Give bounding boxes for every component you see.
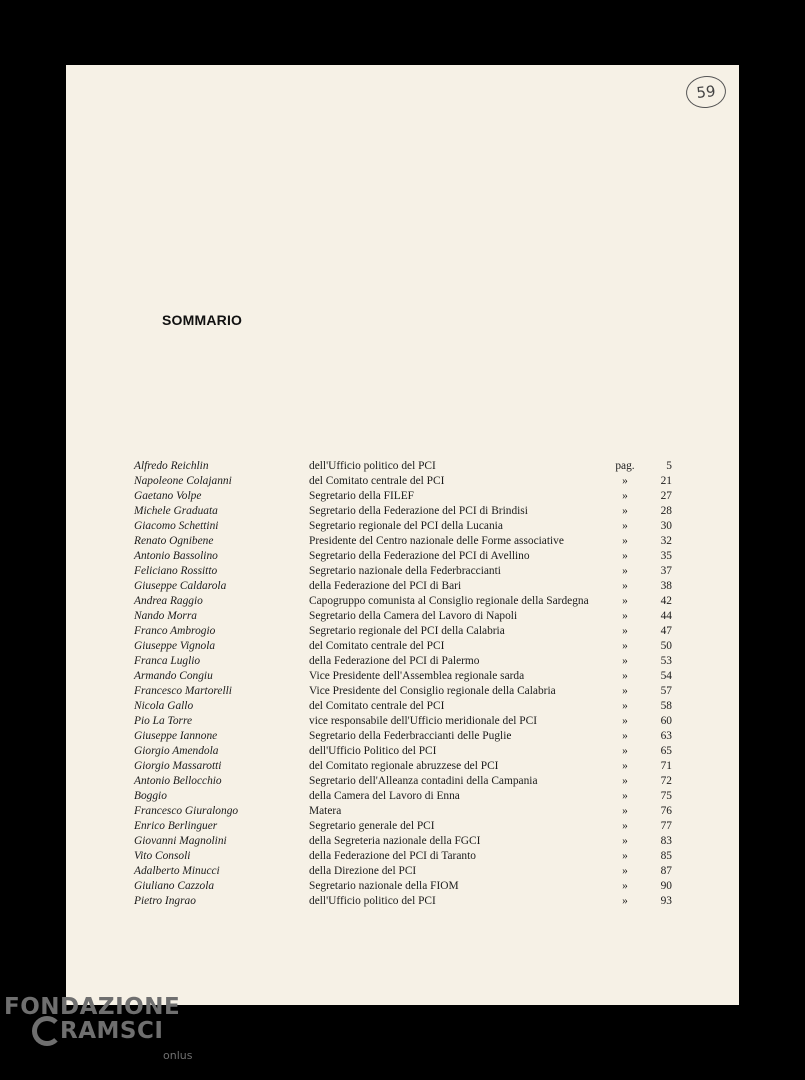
toc-page-number: 90 — [660, 880, 672, 892]
toc-page-prefix: » — [622, 535, 628, 547]
gramsci-g-icon — [32, 1016, 62, 1046]
toc-page-prefix: » — [622, 790, 628, 802]
toc-page-prefix: » — [622, 685, 628, 697]
toc-author-role: della Segreteria nazionale della FGCI — [309, 835, 481, 847]
toc-row — [0, 520, 805, 535]
toc-page-prefix: » — [622, 595, 628, 607]
table-of-contents — [0, 460, 805, 910]
toc-page-prefix: » — [622, 610, 628, 622]
toc-author-name: Pietro Ingrao — [134, 895, 196, 907]
toc-page-prefix: pag. — [615, 460, 635, 472]
toc-author-name: Andrea Raggio — [134, 595, 203, 607]
toc-page-number: 83 — [660, 835, 672, 847]
toc-author-name: Gaetano Volpe — [134, 490, 202, 502]
toc-row — [0, 640, 805, 655]
toc-page-prefix: » — [622, 820, 628, 832]
toc-author-name: Adalberto Minucci — [134, 865, 220, 877]
toc-author-name: Giacomo Schettini — [134, 520, 219, 532]
toc-page-prefix: » — [622, 640, 628, 652]
toc-author-name: Renato Ognibene — [134, 535, 214, 547]
toc-page-number: 58 — [660, 700, 672, 712]
toc-page-number: 57 — [660, 685, 672, 697]
toc-row — [0, 835, 805, 850]
toc-row — [0, 490, 805, 505]
toc-page-number: 93 — [660, 895, 672, 907]
page-title: SOMMARIO — [162, 312, 243, 328]
toc-page-prefix: » — [622, 730, 628, 742]
toc-author-name: Nando Morra — [134, 610, 197, 622]
toc-page-prefix: » — [622, 550, 628, 562]
toc-page-number: 44 — [660, 610, 672, 622]
toc-page-number: 77 — [660, 820, 672, 832]
toc-page-prefix: » — [622, 805, 628, 817]
toc-page-number: 85 — [660, 850, 672, 862]
toc-row — [0, 775, 805, 790]
toc-author-name: Giuseppe Vignola — [134, 640, 216, 652]
toc-page-number: 47 — [660, 625, 672, 637]
toc-page-prefix: » — [622, 865, 628, 877]
toc-page-number: 60 — [660, 715, 672, 727]
toc-page-number: 75 — [660, 790, 672, 802]
toc-page-number: 30 — [660, 520, 672, 532]
toc-row — [0, 790, 805, 805]
toc-author-role: Segretario della Federazione del PCI di Brindisi — [309, 505, 528, 517]
toc-author-role: dell'Ufficio Politico del PCI — [309, 745, 437, 757]
toc-page-number: 21 — [660, 475, 672, 487]
toc-page-number: 5 — [666, 460, 672, 472]
toc-author-role: Segretario generale del PCI — [309, 820, 435, 832]
toc-row — [0, 805, 805, 820]
toc-author-name: Giuseppe Caldarola — [134, 580, 227, 592]
toc-row — [0, 655, 805, 670]
toc-author-role: Segretario della Camera del Lavoro di Napoli — [309, 610, 518, 622]
toc-author-role: Presidente del Centro nazionale delle Forme associative — [309, 535, 564, 547]
toc-page-number: 63 — [660, 730, 672, 742]
toc-row — [0, 595, 805, 610]
toc-author-role: dell'Ufficio politico del PCI — [309, 895, 436, 907]
toc-author-name: Nicola Gallo — [134, 700, 194, 712]
toc-page-prefix: » — [622, 775, 628, 787]
toc-author-name: Antonio Bassolino — [134, 550, 218, 562]
toc-author-role: Vice Presidente dell'Assemblea regionale sarda — [309, 670, 525, 682]
toc-page-number: 87 — [660, 865, 672, 877]
toc-row — [0, 535, 805, 550]
toc-page-number: 76 — [660, 805, 672, 817]
toc-page-number: 54 — [660, 670, 672, 682]
toc-author-name: Pio La Torre — [134, 715, 193, 727]
toc-author-name: Giorgio Massarotti — [134, 760, 222, 772]
toc-page-prefix: » — [622, 895, 628, 907]
toc-page-prefix: » — [622, 655, 628, 667]
toc-author-name: Armando Congiu — [134, 670, 213, 682]
toc-author-name: Giuseppe Iannone — [134, 730, 218, 742]
toc-page-number: 71 — [660, 760, 672, 772]
watermark-line-2: RAMSCI — [60, 1018, 164, 1044]
toc-page-number: 28 — [660, 505, 672, 517]
toc-page-number: 72 — [660, 775, 672, 787]
toc-author-name: Vito Consoli — [134, 850, 191, 862]
toc-author-role: del Comitato centrale del PCI — [309, 640, 445, 652]
toc-page-number: 37 — [660, 565, 672, 577]
toc-author-name: Alfredo Reichlin — [134, 460, 209, 472]
toc-page-prefix: » — [622, 715, 628, 727]
toc-author-role: Segretario dell'Alleanza contadini della Campania — [309, 775, 538, 787]
toc-author-role: del Comitato centrale del PCI — [309, 475, 445, 487]
toc-author-role: della Camera del Lavoro di Enna — [309, 790, 460, 802]
toc-page-prefix: » — [622, 475, 628, 487]
toc-row — [0, 610, 805, 625]
toc-row — [0, 730, 805, 745]
toc-author-name: Antonio Bellocchio — [134, 775, 222, 787]
toc-row — [0, 850, 805, 865]
toc-author-role: Vice Presidente del Consiglio regionale della Calabria — [309, 685, 556, 697]
toc-author-role: della Federazione del PCI di Bari — [309, 580, 462, 592]
toc-author-name: Boggio — [134, 790, 167, 802]
toc-author-role: della Federazione del PCI di Taranto — [309, 850, 476, 862]
toc-page-prefix: » — [622, 580, 628, 592]
toc-row — [0, 565, 805, 580]
toc-page-prefix: » — [622, 670, 628, 682]
toc-row — [0, 760, 805, 775]
toc-page-prefix: » — [622, 505, 628, 517]
handwritten-folio-number: 59 — [684, 74, 727, 110]
toc-row — [0, 685, 805, 700]
toc-row — [0, 670, 805, 685]
toc-author-role: Segretario nazionale della Federbraccianti — [309, 565, 501, 577]
toc-author-role: Segretario della Federazione del PCI di Avellino — [309, 550, 530, 562]
toc-author-role: Segretario nazionale della FIOM — [309, 880, 459, 892]
toc-page-prefix: » — [622, 835, 628, 847]
toc-row — [0, 880, 805, 895]
toc-author-role: Segretario regionale del PCI della Lucania — [309, 520, 503, 532]
toc-page-prefix: » — [622, 760, 628, 772]
toc-author-role: del Comitato regionale abruzzese del PCI — [309, 760, 499, 772]
toc-author-role: vice responsabile dell'Ufficio meridionale del PCI — [309, 715, 538, 727]
toc-row — [0, 550, 805, 565]
toc-row — [0, 505, 805, 520]
toc-row — [0, 820, 805, 835]
toc-page-prefix: » — [622, 700, 628, 712]
watermark-line-1: FONDAZIONE — [4, 994, 181, 1020]
toc-page-number: 65 — [660, 745, 672, 757]
toc-row — [0, 460, 805, 475]
toc-author-name: Giovanni Magnolini — [134, 835, 227, 847]
toc-author-name: Franca Luglio — [134, 655, 201, 667]
toc-author-name: Giorgio Amendola — [134, 745, 219, 757]
toc-page-number: 42 — [660, 595, 672, 607]
toc-page-number: 27 — [660, 490, 672, 502]
toc-page-prefix: » — [622, 520, 628, 532]
toc-author-role: Matera — [309, 805, 342, 817]
toc-author-name: Giuliano Cazzola — [134, 880, 215, 892]
toc-author-role: dell'Ufficio politico del PCI — [309, 460, 436, 472]
toc-page-prefix: » — [622, 565, 628, 577]
toc-author-role: della Federazione del PCI di Palermo — [309, 655, 480, 667]
toc-page-prefix: » — [622, 490, 628, 502]
toc-author-name: Feliciano Rossitto — [134, 565, 218, 577]
toc-page-prefix: » — [622, 625, 628, 637]
toc-page-number: 38 — [660, 580, 672, 592]
toc-author-name: Michele Graduata — [134, 505, 218, 517]
toc-page-number: 53 — [660, 655, 672, 667]
toc-row — [0, 715, 805, 730]
toc-page-prefix: » — [622, 880, 628, 892]
watermark-suffix: onlus — [163, 1049, 193, 1062]
toc-author-role: Segretario della Federbraccianti delle Puglie — [309, 730, 512, 742]
toc-author-role: Segretario regionale del PCI della Calabria — [309, 625, 505, 637]
toc-author-role: della Direzione del PCI — [309, 865, 417, 877]
toc-author-name: Napoleone Colajanni — [134, 475, 232, 487]
toc-row — [0, 700, 805, 715]
toc-author-name: Francesco Giuralongo — [134, 805, 239, 817]
toc-row — [0, 580, 805, 595]
toc-page-prefix: » — [622, 745, 628, 757]
toc-page-number: 50 — [660, 640, 672, 652]
toc-author-role: Segretario della FILEF — [309, 490, 415, 502]
toc-author-name: Enrico Berlinguer — [134, 820, 218, 832]
toc-row — [0, 865, 805, 880]
toc-row — [0, 745, 805, 760]
toc-row — [0, 895, 805, 910]
toc-page-number: 35 — [660, 550, 672, 562]
toc-row — [0, 475, 805, 490]
toc-author-name: Francesco Martorelli — [134, 685, 232, 697]
toc-row — [0, 625, 805, 640]
toc-author-role: Capogruppo comunista al Consiglio regionale della Sardegna — [309, 595, 589, 607]
toc-author-role: del Comitato centrale del PCI — [309, 700, 445, 712]
toc-page-number: 32 — [660, 535, 672, 547]
toc-author-name: Franco Ambrogio — [134, 625, 216, 637]
toc-page-prefix: » — [622, 850, 628, 862]
